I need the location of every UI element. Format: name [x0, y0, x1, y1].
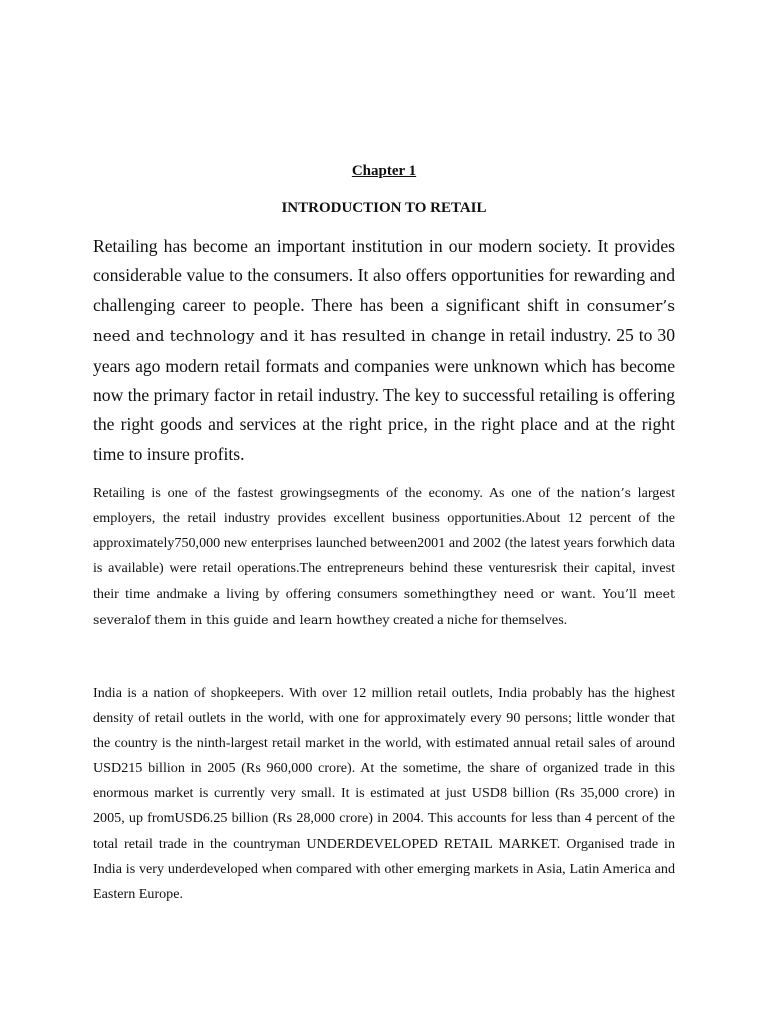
- section-title: INTRODUCTION TO RETAIL: [281, 200, 487, 216]
- intro-paragraph-text-1: Retailing has become an important institution in our modern society. It provides considerable value to the consumers. It also offers opportunities for rewarding and challenging career to people. There has been a significant shift in: [93, 236, 675, 315]
- retail-growth-paragraph: [93, 480, 675, 634]
- chapter-label: Chapter 1: [351, 163, 417, 179]
- intro-paragraph: [93, 232, 675, 469]
- retail-growth-text-4: somethingthey need or want. You’ll meet severalof them in this guide and learn howthey: [93, 586, 675, 628]
- retail-growth-text-2: nation’s: [580, 485, 631, 500]
- retail-growth-text-5: created a niche for themselves.: [389, 612, 568, 629]
- retail-growth-text-3: largest employers, the retail industry provides excellent business opportunities.About 12 percent of the approximately750,000 new enterprises launched between2001 and 2002 (the latest years forwhich data is available) were retail operations.The entrepreneurs behind these venturesrisk their capital, invest their time andmake a living by offering consumers: [93, 485, 675, 603]
- retail-growth-text-1: Retailing is one of the fastest growingsegments of the economy. As one of the: [93, 485, 581, 501]
- intro-paragraph-text-2: consumer’s need and technology and it has resulted in chang: [93, 296, 675, 346]
- intro-paragraph-text-3: e in retail industry. 25 to 30 years ago modern retail formats and companies were unknown which has become now the primary factor in retail industry. The key to successful retailing is offering the right goods and services at the right price, in the right place and at the right time to insure profits.: [93, 325, 675, 464]
- india-retail-paragraph: India is a nation of shopkeepers. With over 12 million retail outlets, India probably has the highest density of retail outlets in the world, with one for approximately every 90 persons; little wonder that the country is the ninth-largest retail market in the world, with estimated annual retail sales of around USD215 billion in 2005 (Rs 960,000 crore). At the sometime, the share of organized trade in this enormous market is currently very small. It is estimated at just USD8 billion (Rs 35,000 crore) in 2005, up fromUSD6.25 billion (Rs 28,000 crore) in 2004. This accounts for less than 4 percent of the total retail trade in the countryman UNDERDEVELOPED RETAIL MARKET. Organised trade in India is very underdeveloped when compared with other emerging markets in Asia, Latin America and Eastern Europe.: [93, 685, 675, 902]
